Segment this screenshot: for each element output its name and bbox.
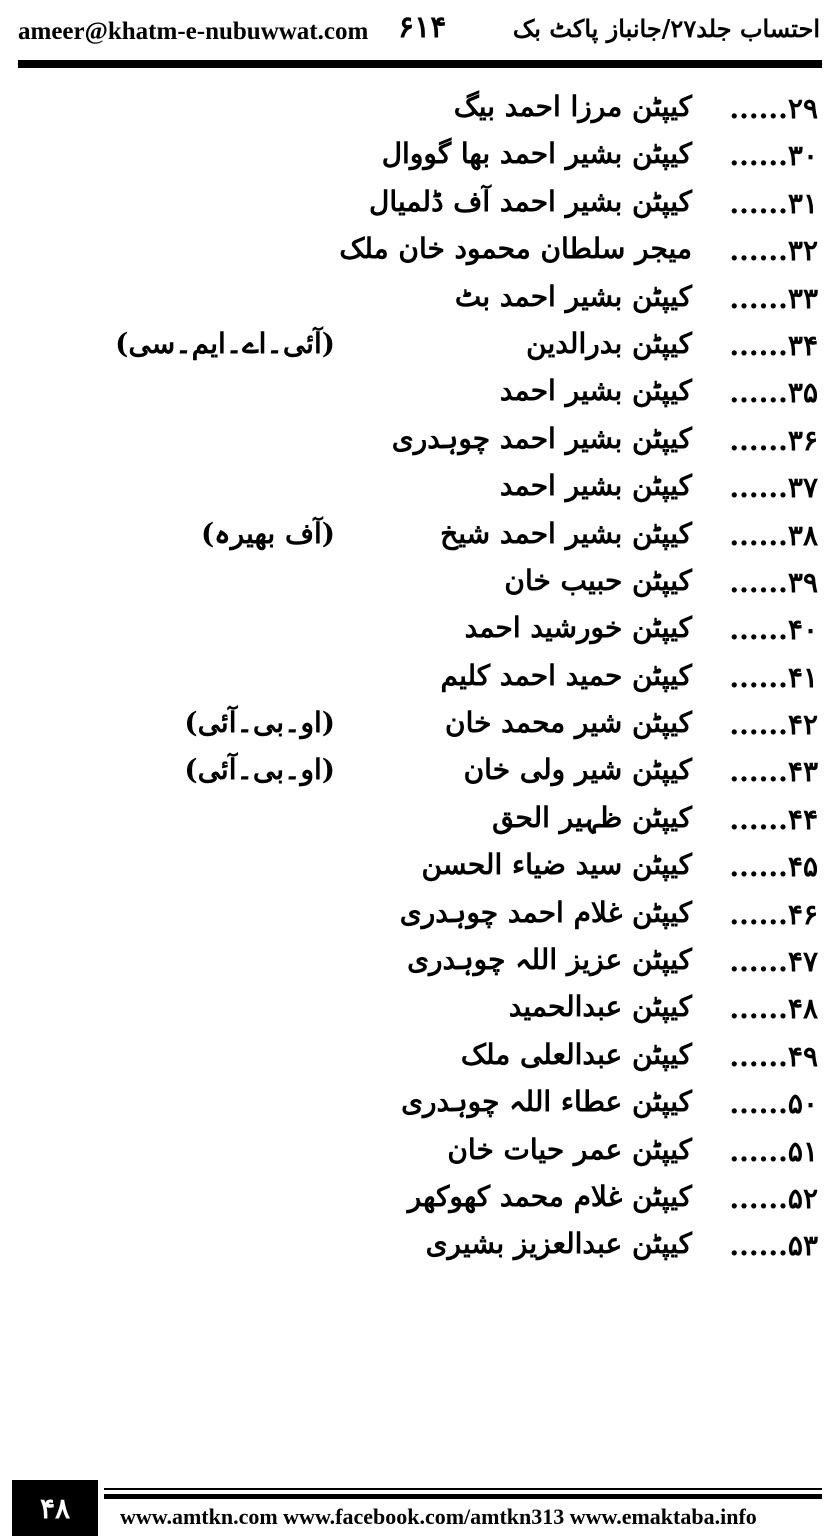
- entry-name: کیپٹن عبدالعلی ملک: [460, 1037, 692, 1071]
- list-item: [0, 370, 840, 417]
- entry-number: ۴۷......: [729, 945, 818, 979]
- entry-number: ۳۰......: [729, 139, 818, 173]
- entry-name: کیپٹن حمید احمد کلیم: [440, 658, 692, 692]
- entry-note: (او۔بی۔آئی): [184, 706, 335, 740]
- entry-number: ۴۳......: [729, 755, 818, 789]
- entry-name: کیپٹن عبدالحمید: [508, 990, 692, 1024]
- page-number: ۶۱۴: [398, 10, 447, 45]
- entry-name: میجر سلطان محمود خان ملک: [339, 232, 692, 266]
- list-item: [0, 892, 840, 939]
- entry-name: کیپٹن بشیر احمد بھا گووال: [381, 137, 692, 171]
- entry-name: کیپٹن عزیز اللہ چوہدری: [407, 943, 692, 977]
- list-item: [0, 1176, 840, 1223]
- entry-name: کیپٹن عطاء اللہ چوہدری: [401, 1085, 692, 1119]
- footer-divider: [104, 1494, 822, 1499]
- footer-links: www.amtkn.com www.facebook.com/amtkn313 www.emaktaba.info: [120, 1504, 757, 1529]
- entry-number: ۴۶......: [729, 897, 818, 931]
- entry-name: کیپٹن ظہیر الحق: [492, 800, 692, 834]
- entry-number: ۳۷......: [729, 471, 818, 505]
- entry-name: کیپٹن عمر حیات خان: [447, 1132, 692, 1166]
- entry-name: کیپٹن عبدالعزیز بشیری: [425, 1227, 692, 1261]
- entry-list: [0, 86, 840, 1271]
- entry-note: (آف بھیرہ): [200, 516, 335, 550]
- list-item: [0, 797, 840, 844]
- entry-name: کیپٹن بشیر احمد چوہدری: [391, 421, 692, 455]
- folio-number: ۴۸: [12, 1480, 98, 1536]
- entry-number: ۴۸......: [729, 992, 818, 1026]
- list-item: [0, 655, 840, 702]
- list-item: [0, 465, 840, 512]
- header-divider: [18, 60, 822, 68]
- entry-number: ۵۱......: [729, 1134, 818, 1168]
- entry-number: ۳۶......: [729, 423, 818, 457]
- list-item: [0, 1081, 840, 1128]
- list-item: [0, 607, 840, 654]
- entry-name: کیپٹن حبیب خان: [504, 563, 692, 597]
- list-item: [0, 939, 840, 986]
- header-email: ameer@khatm-e-nubuwwat.com: [18, 18, 369, 45]
- entry-name: کیپٹن غلام محمد کھوکھر: [407, 1179, 692, 1213]
- entry-name: کیپٹن بشیر احمد شیخ: [440, 516, 692, 550]
- entry-name: کیپٹن مرزا احمد بیگ: [453, 90, 692, 123]
- entry-name: کیپٹن بشیر احمد بٹ: [454, 279, 692, 313]
- footer-divider-thin: [104, 1488, 822, 1490]
- entry-name: کیپٹن بشیر احمد: [499, 374, 692, 408]
- list-item: [0, 1034, 840, 1081]
- list-item: [0, 86, 840, 133]
- entry-note: (او۔بی۔آئی): [184, 753, 335, 787]
- list-item: [0, 1223, 840, 1270]
- entry-number: ۴۲......: [729, 708, 818, 742]
- entry-name: کیپٹن بدرالدین: [526, 326, 692, 360]
- entry-name: کیپٹن خورشید احمد: [464, 611, 692, 645]
- entry-number: ۴۴......: [729, 802, 818, 836]
- entry-number: ۴۹......: [729, 1039, 818, 1073]
- book-title: احتساب جلد۲۷/جانباز پاکٹ بک: [512, 14, 820, 43]
- list-item: [0, 133, 840, 180]
- page-header: [0, 0, 840, 70]
- entry-number: ۳۱......: [729, 186, 818, 220]
- list-item: [0, 228, 840, 275]
- list-item: [0, 560, 840, 607]
- entry-number: ۳۳......: [729, 281, 818, 315]
- entry-name: کیپٹن شیر ولی خان: [463, 753, 692, 787]
- list-item: [0, 702, 840, 749]
- entry-number: ۳۴......: [729, 328, 818, 362]
- entry-name: کیپٹن سید ضیاء الحسن: [421, 848, 692, 882]
- entry-name: کیپٹن بشیر احمد آف ڈلمیال: [369, 184, 692, 218]
- list-item: [0, 181, 840, 228]
- list-item: [0, 844, 840, 891]
- entry-number: ۳۸......: [729, 518, 818, 552]
- entry-number: ۳۹......: [729, 565, 818, 599]
- entry-number: ۴۱......: [729, 660, 818, 694]
- entry-number: ۵۲......: [729, 1181, 818, 1215]
- list-item: [0, 418, 840, 465]
- entry-note: (آئی۔اے۔ایم۔سی): [115, 326, 335, 360]
- entry-number: ۵۳......: [729, 1229, 818, 1263]
- page-footer: [0, 1476, 840, 1540]
- entry-number: ۳۲......: [729, 234, 818, 268]
- list-item: [0, 749, 840, 796]
- entry-number: ۴۰......: [729, 613, 818, 647]
- list-item: [0, 1129, 840, 1176]
- entry-number: ۳۵......: [729, 376, 818, 410]
- list-item: [0, 323, 840, 370]
- entry-name: کیپٹن بشیر احمد: [499, 469, 692, 503]
- list-item: [0, 513, 840, 560]
- list-item: [0, 986, 840, 1033]
- entry-name: کیپٹن غلام احمد چوہدری: [399, 895, 692, 929]
- list-item: [0, 276, 840, 323]
- entry-number: ۲۹......: [729, 92, 818, 125]
- entry-number: ۵۰......: [729, 1087, 818, 1121]
- entry-number: ۴۵......: [729, 850, 818, 884]
- entry-name: کیپٹن شیر محمد خان: [445, 706, 692, 740]
